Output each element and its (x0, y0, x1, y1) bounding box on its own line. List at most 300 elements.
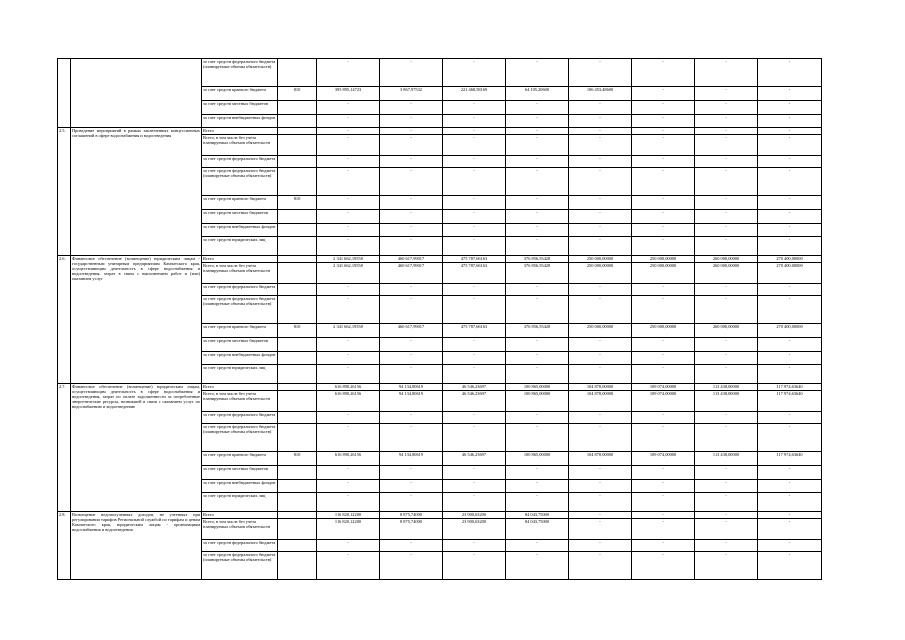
funding-source-cell: за счет средств юридических лиц (202, 365, 278, 384)
amount-cell: - (569, 493, 632, 512)
amount-cell: 100 865,00000 (506, 391, 569, 412)
amount-cell: 460 617,99017 (380, 256, 443, 263)
amount-cell: - (317, 493, 380, 512)
budget-code-cell (278, 338, 317, 352)
amount-cell: - (380, 135, 443, 156)
amount-cell: - (695, 168, 758, 196)
amount-cell: - (695, 552, 758, 580)
amount-cell: - (632, 412, 695, 424)
amount-cell: 270 400,00000 (758, 324, 822, 338)
table-row (58, 59, 822, 87)
amount-cell: - (695, 466, 758, 480)
amount-cell: - (569, 284, 632, 296)
amount-cell: - (632, 365, 695, 384)
funding-source-cell: за счет средств федерального бюджета (202, 540, 278, 552)
amount-cell: - (380, 224, 443, 237)
amount-cell: - (443, 128, 506, 135)
amount-cell: - (758, 480, 822, 493)
budget-code-cell (278, 210, 317, 224)
amount-cell: - (569, 135, 632, 156)
budget-code-cell (278, 168, 317, 196)
amount-cell: - (632, 493, 695, 512)
amount-cell: - (380, 156, 443, 168)
budget-code-cell (278, 384, 317, 391)
amount-cell: - (758, 101, 822, 115)
amount-cell: 94 134,80619 (380, 384, 443, 391)
amount-cell: - (506, 168, 569, 196)
amount-cell: - (632, 128, 695, 135)
amount-cell: - (443, 552, 506, 580)
amount-cell: - (569, 59, 632, 87)
amount-cell: - (506, 552, 569, 580)
amount-cell: - (317, 352, 380, 365)
funding-source-cell: Всего, в том числе без учета планируемых объемов обязательств (202, 519, 278, 540)
amount-cell: - (695, 284, 758, 296)
amount-cell: - (632, 156, 695, 168)
amount-cell: - (443, 168, 506, 196)
amount-cell: - (695, 480, 758, 493)
budget-code-cell (278, 352, 317, 365)
amount-cell: - (569, 352, 632, 365)
amount-cell: - (632, 101, 695, 115)
amount-cell: - (317, 424, 380, 452)
amount-cell: - (380, 237, 443, 256)
funding-source-cell: за счет средств юридических лиц (202, 493, 278, 512)
amount-cell: - (758, 284, 822, 296)
amount-cell: 616 890,26156 (317, 384, 380, 391)
amount-cell: - (506, 115, 569, 128)
amount-cell: - (443, 540, 506, 552)
budget-code-cell (278, 256, 317, 263)
amount-cell: 376 856,55428 (506, 324, 569, 338)
amount-cell: - (569, 168, 632, 196)
amount-cell: - (758, 512, 822, 519)
amount-cell: 94 134,80619 (380, 391, 443, 412)
amount-cell: - (695, 87, 758, 101)
amount-cell: - (569, 237, 632, 256)
budget-code-cell (278, 540, 317, 552)
budget-code-cell (278, 156, 317, 168)
amount-cell: 117 974,63640 (758, 391, 822, 412)
amount-cell: 116 820,12200 (317, 519, 380, 540)
amount-cell: - (632, 552, 695, 580)
amount-cell: 2 341 662,19558 (317, 263, 380, 284)
amount-cell: - (317, 128, 380, 135)
amount-cell: - (380, 412, 443, 424)
amount-cell: - (380, 552, 443, 580)
funding-source-cell: за счет средств федерального бюджета (планируемые объемы обязательств) (202, 296, 278, 324)
amount-cell: 100 865,00000 (506, 384, 569, 391)
measure-name-cell: Финансовое обеспечение (возмещение) юридическим лицам - государственным унитарным предприятиям Камчатского края, осуществляющим деятельность в сфере водоснабжения и водоотведения, затрат в связи с выполнением работ и (или) оказанием услуг (71, 256, 202, 384)
amount-cell: 260 000,00000 (695, 324, 758, 338)
amount-cell: 106 453,48600 (569, 87, 632, 101)
amount-cell: - (569, 480, 632, 493)
amount-cell: - (632, 237, 695, 256)
amount-cell: 109 074,00000 (632, 384, 695, 391)
amount-cell: 475 787,66163 (443, 324, 506, 338)
amount-cell: - (380, 424, 443, 452)
amount-cell: - (695, 128, 758, 135)
budget-code-cell (278, 128, 317, 135)
funding-source-cell: за счет средств юридических лиц (202, 237, 278, 256)
amount-cell: - (443, 365, 506, 384)
amount-cell: - (443, 101, 506, 115)
funding-source-cell: за счет средств внебюджетных фондов (202, 115, 278, 128)
amount-cell: - (695, 365, 758, 384)
amount-cell: - (695, 493, 758, 512)
amount-cell: - (506, 424, 569, 452)
amount-cell: 94 134,80619 (380, 452, 443, 466)
amount-cell: - (758, 237, 822, 256)
budget-code-cell (278, 59, 317, 87)
budget-code-cell (278, 135, 317, 156)
amount-cell: - (569, 466, 632, 480)
funding-source-cell: за счет средств федерального бюджета (202, 412, 278, 424)
budget-code-cell: 810 (278, 452, 317, 466)
amount-cell: - (695, 135, 758, 156)
amount-cell: - (506, 196, 569, 210)
budget-code-cell (278, 412, 317, 424)
amount-cell: - (758, 59, 822, 87)
amount-cell: - (758, 115, 822, 128)
funding-source-cell: за счет средств краевого бюджета (202, 452, 278, 466)
amount-cell: - (317, 480, 380, 493)
amount-cell: - (758, 224, 822, 237)
amount-cell: - (443, 284, 506, 296)
amount-cell: - (569, 101, 632, 115)
budget-code-cell (278, 552, 317, 580)
amount-cell: 250 000,00000 (632, 324, 695, 338)
amount-cell: - (695, 115, 758, 128)
amount-cell: 221 468,58169 (443, 87, 506, 101)
amount-cell: 250 000,00000 (632, 263, 695, 284)
budget-code-cell (278, 365, 317, 384)
amount-cell: - (758, 338, 822, 352)
funding-source-cell: за счет средств внебюджетных фондов (202, 352, 278, 365)
funding-source-cell: за счет средств федерального бюджета (202, 156, 278, 168)
table-row (58, 128, 822, 135)
amount-cell: 260 000,00000 (695, 256, 758, 263)
budget-code-cell (278, 224, 317, 237)
amount-cell: 460 617,99017 (380, 324, 443, 338)
amount-cell: - (632, 284, 695, 296)
amount-cell: - (632, 135, 695, 156)
amount-cell: - (506, 365, 569, 384)
amount-cell: - (506, 237, 569, 256)
amount-cell: - (569, 424, 632, 452)
amount-cell: 23 900,63200 (443, 519, 506, 540)
table-row (58, 256, 822, 263)
amount-cell: 117 974,63640 (758, 452, 822, 466)
document-page (57, 58, 822, 580)
row-number-cell: 2.6. (58, 256, 71, 384)
budget-code-cell (278, 391, 317, 412)
amount-cell: 270 400,00000 (758, 263, 822, 284)
amount-cell: 104 878,00000 (569, 452, 632, 466)
amount-cell: - (569, 115, 632, 128)
amount-cell: - (506, 128, 569, 135)
amount-cell: 116 820,12200 (317, 512, 380, 519)
amount-cell: - (317, 168, 380, 196)
amount-cell: - (443, 412, 506, 424)
amount-cell: - (758, 135, 822, 156)
amount-cell: - (317, 210, 380, 224)
amount-cell: - (317, 135, 380, 156)
amount-cell: 616 890,26156 (317, 452, 380, 466)
amount-cell: - (380, 493, 443, 512)
table-body (58, 59, 822, 580)
row-number-cell: 2.8. (58, 512, 71, 580)
amount-cell: - (632, 59, 695, 87)
amount-cell: - (317, 59, 380, 87)
funding-source-cell: за счет средств федерального бюджета (планируемые объемы обязательств) (202, 168, 278, 196)
amount-cell: - (632, 87, 695, 101)
funding-source-cell: за счет средств краевого бюджета (202, 87, 278, 101)
amount-cell: 8 875,74000 (380, 519, 443, 540)
amount-cell: - (506, 210, 569, 224)
budget-code-cell: 810 (278, 324, 317, 338)
amount-cell: - (443, 59, 506, 87)
amount-cell: - (569, 540, 632, 552)
amount-cell: - (695, 540, 758, 552)
amount-cell: - (695, 512, 758, 519)
amount-cell: - (443, 352, 506, 365)
amount-cell: - (632, 115, 695, 128)
amount-cell: - (695, 352, 758, 365)
finance-table (57, 58, 822, 580)
amount-cell: - (317, 540, 380, 552)
funding-source-cell: за счет средств краевого бюджета (202, 324, 278, 338)
amount-cell: - (506, 338, 569, 352)
budget-code-cell (278, 263, 317, 284)
amount-cell: - (506, 156, 569, 168)
amount-cell: - (380, 338, 443, 352)
amount-cell: - (632, 168, 695, 196)
funding-source-cell: за счет средств внебюджетных фондов (202, 224, 278, 237)
measure-name-cell: Финансовое обеспечение (возмещение) юридическим лицам, осуществляющим деятельность в сфере водоснабжения и водоотведения, затрат по оплате задолженности за потребленные энергетические ресурсы, возникшей в связи с оказанием услуг по водоснабжению и водоотведению (71, 384, 202, 512)
amount-cell: - (569, 365, 632, 384)
amount-cell: - (506, 296, 569, 324)
amount-cell: - (569, 128, 632, 135)
amount-cell: - (695, 156, 758, 168)
amount-cell: - (317, 296, 380, 324)
budget-code-cell (278, 101, 317, 115)
budget-code-cell (278, 512, 317, 519)
amount-cell: - (443, 210, 506, 224)
amount-cell: - (758, 352, 822, 365)
amount-cell: - (380, 466, 443, 480)
amount-cell: - (506, 466, 569, 480)
budget-code-cell (278, 284, 317, 296)
funding-source-cell: Всего (202, 256, 278, 263)
measure-name-cell: Возмещение недополученных доходов, не учтенных при регулировании тарифов Региональной службой по тарифам и ценам Камчатского края, юридическим лицам - организациям водоснабжения и водоотведения (71, 512, 202, 580)
funding-source-cell: Всего (202, 128, 278, 135)
amount-cell: - (695, 519, 758, 540)
funding-source-cell: за счет средств местных бюджетов (202, 210, 278, 224)
row-number-cell: 2.5. (58, 128, 71, 256)
amount-cell: - (443, 493, 506, 512)
amount-cell: - (632, 224, 695, 237)
amount-cell: 46 546,23697 (443, 452, 506, 466)
amount-cell: - (695, 296, 758, 324)
budget-code-cell: 810 (278, 196, 317, 210)
amount-cell: 3 867,97532 (380, 87, 443, 101)
amount-cell: 460 617,99017 (380, 263, 443, 284)
amount-cell: - (695, 338, 758, 352)
amount-cell: 104 878,00000 (569, 391, 632, 412)
amount-cell: - (758, 365, 822, 384)
amount-cell: - (569, 296, 632, 324)
amount-cell: - (632, 338, 695, 352)
measure-name-cell: Проведение мероприятий в рамках заключенных концессионных соглашений в сфере водоснабжения и водоотведения (71, 128, 202, 256)
amount-cell: - (569, 519, 632, 540)
amount-cell: - (695, 196, 758, 210)
funding-source-cell: Всего (202, 384, 278, 391)
amount-cell: 100 865,00000 (506, 452, 569, 466)
amount-cell: 250 000,00000 (569, 263, 632, 284)
amount-cell: - (569, 156, 632, 168)
amount-cell: - (443, 424, 506, 452)
funding-source-cell: Всего (202, 512, 278, 519)
amount-cell: - (758, 412, 822, 424)
amount-cell: - (443, 224, 506, 237)
amount-cell: 8 875,74000 (380, 512, 443, 519)
amount-cell: - (632, 210, 695, 224)
amount-cell: - (506, 352, 569, 365)
amount-cell: 250 000,00000 (569, 256, 632, 263)
amount-cell: 2 341 662,19558 (317, 324, 380, 338)
amount-cell: - (632, 480, 695, 493)
amount-cell: - (443, 115, 506, 128)
amount-cell: - (506, 284, 569, 296)
amount-cell: - (506, 480, 569, 493)
amount-cell: - (443, 237, 506, 256)
amount-cell: - (443, 480, 506, 493)
amount-cell: - (758, 168, 822, 196)
amount-cell: 616 890,26156 (317, 391, 380, 412)
budget-code-cell (278, 296, 317, 324)
amount-cell: - (443, 296, 506, 324)
amount-cell: - (443, 156, 506, 168)
row-number-cell (58, 59, 71, 128)
funding-source-cell: за счет средств федерального бюджета (планируемые объемы обязательств) (202, 59, 278, 87)
amount-cell: - (506, 59, 569, 87)
amount-cell: - (569, 224, 632, 237)
amount-cell: - (380, 210, 443, 224)
budget-code-cell: 810 (278, 87, 317, 101)
amount-cell: - (632, 296, 695, 324)
amount-cell: - (317, 466, 380, 480)
amount-cell: 270 400,00000 (758, 256, 822, 263)
amount-cell: - (632, 512, 695, 519)
amount-cell: 2 341 662,19558 (317, 256, 380, 263)
amount-cell: 46 546,23697 (443, 384, 506, 391)
funding-source-cell: за счет средств федерального бюджета (планируемые объемы обязательств) (202, 552, 278, 580)
amount-cell: - (317, 115, 380, 128)
amount-cell: - (317, 552, 380, 580)
table-row (58, 384, 822, 391)
funding-source-cell: за счет средств местных бюджетов (202, 338, 278, 352)
amount-cell: 64 105,20600 (506, 87, 569, 101)
amount-cell: - (380, 352, 443, 365)
table-row (58, 512, 822, 519)
amount-cell: - (317, 338, 380, 352)
amount-cell: - (632, 519, 695, 540)
amount-cell: 376 856,55428 (506, 263, 569, 284)
funding-source-cell: за счет средств федерального бюджета (202, 284, 278, 296)
amount-cell: 109 074,00000 (632, 452, 695, 466)
amount-cell: 84 043,75000 (506, 512, 569, 519)
amount-cell: - (443, 135, 506, 156)
amount-cell: 113 438,00000 (695, 391, 758, 412)
amount-cell: - (758, 196, 822, 210)
amount-cell: - (506, 540, 569, 552)
amount-cell: - (317, 412, 380, 424)
budget-code-cell (278, 480, 317, 493)
amount-cell: - (317, 101, 380, 115)
amount-cell: - (443, 466, 506, 480)
amount-cell: 250 000,00000 (569, 324, 632, 338)
amount-cell: 104 878,00000 (569, 384, 632, 391)
amount-cell: - (506, 493, 569, 512)
amount-cell: - (632, 196, 695, 210)
amount-cell: - (506, 135, 569, 156)
amount-cell: - (380, 128, 443, 135)
amount-cell: - (758, 296, 822, 324)
funding-source-cell: за счет средств местных бюджетов (202, 101, 278, 115)
funding-source-cell: Всего, в том числе без учета планируемых объемов обязательств (202, 391, 278, 412)
amount-cell: 376 856,55428 (506, 256, 569, 263)
amount-cell: 84 043,75000 (506, 519, 569, 540)
amount-cell: - (695, 210, 758, 224)
measure-name-cell (71, 59, 202, 128)
amount-cell: - (569, 196, 632, 210)
budget-code-cell (278, 424, 317, 452)
amount-cell: 475 787,66163 (443, 256, 506, 263)
funding-source-cell: Всего, в том числе без учета планируемых объемов обязательств (202, 135, 278, 156)
amount-cell: - (758, 466, 822, 480)
amount-cell: - (506, 412, 569, 424)
funding-source-cell: за счет средств местных бюджетов (202, 466, 278, 480)
amount-cell: 260 000,00000 (695, 263, 758, 284)
amount-cell: 23 900,63200 (443, 512, 506, 519)
amount-cell: - (569, 210, 632, 224)
amount-cell: - (758, 424, 822, 452)
amount-cell: - (569, 412, 632, 424)
amount-cell: - (317, 224, 380, 237)
amount-cell: - (506, 224, 569, 237)
amount-cell: - (569, 338, 632, 352)
amount-cell: - (758, 210, 822, 224)
amount-cell: 113 438,00000 (695, 452, 758, 466)
amount-cell: - (569, 512, 632, 519)
amount-cell: 117 974,63640 (758, 384, 822, 391)
amount-cell: - (758, 493, 822, 512)
funding-source-cell: за счет средств внебюджетных фондов (202, 480, 278, 493)
budget-code-cell (278, 466, 317, 480)
amount-cell: - (695, 224, 758, 237)
amount-cell: - (380, 59, 443, 87)
amount-cell: - (380, 480, 443, 493)
amount-cell: - (380, 168, 443, 196)
amount-cell: 250 000,00000 (632, 256, 695, 263)
amount-cell: - (758, 540, 822, 552)
row-number-cell: 2.7. (58, 384, 71, 512)
amount-cell: 395 895,14723 (317, 87, 380, 101)
budget-code-cell (278, 237, 317, 256)
amount-cell: - (443, 338, 506, 352)
amount-cell: - (317, 365, 380, 384)
